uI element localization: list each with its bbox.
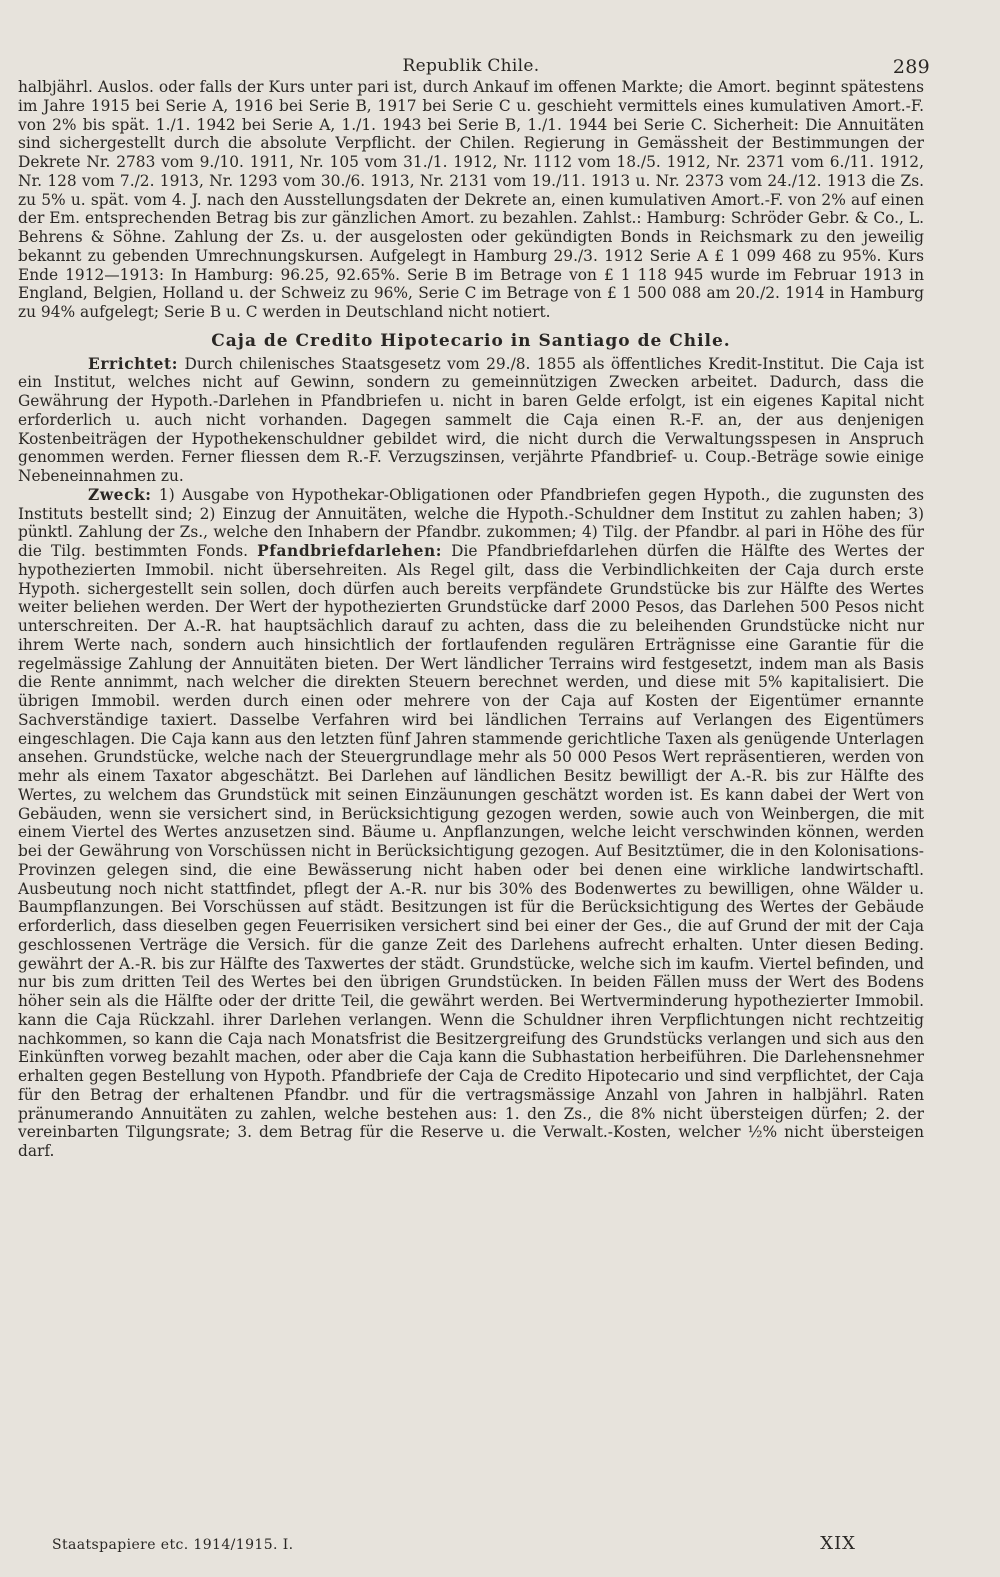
- paragraph-bond-terms: halbjährl. Auslos. oder falls der Kurs unter pari ist, durch Ankauf im offenen Markte; die Amort. beginnt spätestens im Jahre 1915 bei Serie A, 1916 bei Serie B, 1917 bei Serie C u. geschieht vermittels eines kumulativen Amort.-F. von 2% bis spät. 1./1. 1942 bei Serie A, 1./1. 1943 bei Serie B, 1./1. 1944 bei Serie C. Sicherheit: Die Annuitäten sind sichergestellt durch die absolute Verpflicht. der Chilen. Regierung in Gemässheit der Bestimmungen der Dekrete Nr. 2783 vom 9./10. 1911, Nr. 105 vom 31./1. 1912, Nr. 1112 vom 18./5. 1912, Nr. 2371 vom 6./11. 1912, Nr. 128 vom 7./2. 1913, Nr. 1293 vom 30./6. 1913, Nr. 2131 vom 19./11. 1913 u. Nr. 2373 vom 24./12. 1913 die Zs. zu 5% u. spät. vom 4. J. nach den Ausstellungsdaten der Dekrete an, einen kumulativen Amort.-F. von 2% auf einen der Em. entsprechenden Betrag bis zur gänzlichen Amort. zu bezahlen. Zahlst.: Hamburg: Schröder Gebr. & Co., L. Behrens & Söhne. Zahlung der Zs. u. der ausgelosten oder gekündigten Bonds in Reichsmark zu den jeweilig bekannt zu gebenden Umrechnungskursen. Aufgelegt in Hamburg 29./3. 1912 Serie A £ 1 099 468 zu 95%. Kurs Ende 1912—1913: In Hamburg: 96.25, 92.65%. Serie B im Betrage von £ 1 118 945 wurde im Februar 1913 in England, Belgien, Holland u. der Schweiz zu 96%, Serie C im Betrage von £ 1 500 088 am 20./2. 1914 in Hamburg zu 94% aufgelegt; Serie B u. C werden in Deutschland nicht notiert.: [18, 78, 924, 321]
- page-number: 289: [892, 56, 930, 78]
- paragraph-pfandbriefdarlehen-text: Die Pfandbriefdarlehen dürfen die Hälfte des Wertes der hypothezierten Immobil. nicht übersehreiten. Als Regel gilt, dass die Verbindlichkeiten der Caja durch erste Hypoth. sichergestellt sein sollen, doch dürfen auch bereits verpfändete Grundstücke bis zur Hälfte des Wertes weiter beliehen werden. Der Wert der hypothezierten Grundstücke darf 2000 Pesos, das Darlehen 500 Pesos nicht unterschreiten. Der A.-R. hat hauptsächlich darauf zu achten, dass die zu beleihenden Grundstücke nicht nur ihrem Werte nach, sondern auch hinsichtlich der fortlaufenden regulären Erträgnisse eine Garantie für die regelmässige Zahlung der Annuitäten bieten. Der Wert ländlicher Terrains wird festgesetzt, indem man als Basis die Rente annimmt, nach welcher die direkten Steuern berechnet werden, und diese mit 5% kapitalisiert. Die übrigen Immobil. werden durch einen oder mehrere von der Caja auf Kosten der Eigentümer ernannte Sachverständige taxiert. Dasselbe Verfahren wird bei ländlichen Terrains auf Verlangen des Eigentümers eingeschlagen. Die Caja kann aus den letzten fünf Jahren stammende gerichtliche Taxen als genügende Unterlagen ansehen. Grundstücke, welche nach der Steuergrundlage mehr als 50 000 Pesos Wert repräsentieren, werden von mehr als einem Taxator abgeschätzt. Bei Darlehen auf ländlichen Besitz bewilligt der A.-R. bis zur Hälfte des Wertes, zu welchem das Grundstück mit seinen Einzäunungen geschätzt worden ist. Es kann dabei der Wert von Gebäuden, wenn sie versichert sind, in Berücksichtigung gezogen werden, sowie auch von Weinbergen, die mit einem Viertel des Wertes anzusetzen sind. Bäume u. Anpflanzungen, welche leicht verschwinden können, werden bei der Gewährung von Vorschüssen nicht in Berücksichtigung gezogen. Auf Besitztümer, die in den Kolonisations-Provinzen gelegen sind, die eine Bewässerung nicht haben oder bei denen eine wirkliche landwirtschaftl. Ausbeutung noch nicht stattfindet, pflegt der A.-R. nur bis 30% des Bodenwertes zu bewilligen, ohne Wälder u. Baumpflanzungen. Bei Vorschüssen auf städt. Besitzungen ist für die Berücksichtigung des Wertes der Gebäude erforderlich, dass dieselben gegen Feuerrisiken versichert sind bei einer der Ges., die auf Grund der mit der Caja geschlossenen Verträge die Versich. für die ganze Zeit des Darlehens aufrecht erhalten. Unter diesen Beding. gewährt der A.-R. bis zur Hälfte des Taxwertes der städt. Grundstücke, welche sich im kaufm. Viertel befinden, und nur bis zum dritten Teil des Wertes bei den übrigen Grundstücken. In beiden Fällen muss der Wert des Bodens höher sein als die Hälfte oder der dritte Teil, die gewährt werden. Bei Wertverminderung hypothezierter Immobil. kann die Caja Rückzahl. ihrer Darlehen verlangen. Wenn die Schuldner ihren Verpflichtungen nicht rechtzeitig nachkommen, so kann die Caja nach Monatsfrist die Besitzergreifung des Grundstücks verlangen und sich aus den Einkünften vorweg bezahlt machen, oder aber die Caja kann die Subhastation herbeiführen. Die Darlehensnehmer erhalten gegen Bestellung von Hypoth. Pfandbriefe der Caja de Credito Hipotecario und sind verpflichtet, der Caja für den Betrag der erhaltenen Pfandbr. und für die vertragsmässige Anzahl von Jahren in halbjährl. Raten pränumerando Annuitäten zu zahlen, welche bestehen aus: 1. den Zs., die 8% nicht übersteigen dürfen; 2. der vereinbarten Tilgungsrate; 3. dem Betrag für die Reserve u. die Verwalt.-Kosten, welcher ½% nicht übersteigen darf.: [18, 542, 924, 1160]
- lead-pfandbriefdarlehen: Pfandbriefdarlehen:: [257, 542, 443, 560]
- page-footer: [52, 1533, 924, 1561]
- paragraph-errichtet: [18, 355, 924, 486]
- footer-note: Staatspapiere etc. 1914/1915. I.: [52, 1537, 294, 1553]
- paragraph-zweck: [18, 486, 924, 1161]
- signature-mark: XIX: [820, 1533, 856, 1554]
- lead-zweck: Zweck:: [88, 485, 152, 504]
- paragraph-errichtet-text: Durch chilenisches Staatsgesetz vom 29./8. 1855 als öffentliches Kredit-Institut. Die Caja ist ein Institut, welches nicht auf Gewinn, sondern zu gemeinnützigen Zwecken arbeitet. Dadurch, dass die Gewährung der Hypoth.-Darlehen in Pfandbriefen u. nicht in baren Gelde erfolgt, ist ein eigenes Kapital nicht erforderlich u. auch nicht vorhanden. Dagegen sammelt die Caja einen R.-F. an, der aus denjenigen Kostenbeiträgen der Hypothekenschuldner gebildet wird, die nicht durch die Verwaltungsspesen in Anspruch genommen werden. Ferner fliessen dem R.-F. Verzugszinsen, verjährte Pfandbrief- u. Coup.-Beträge sowie einige Nebeneinnahmen zu.: [18, 354, 924, 485]
- running-title: Republik Chile.: [402, 56, 540, 76]
- running-head: [18, 48, 930, 78]
- section-heading: Caja de Credito Hipotecario in Santiago de Chile.: [211, 330, 731, 351]
- paragraph-zweck-text: 1) Ausgabe von Hypothekar-Obligationen oder Pfandbriefen gegen Hypoth., die zugunsten des Instituts bestellt sind; 2) Einzug der Annuitäten, welche die Hypoth.-Schuldner dem Institut zu zahlen haben; 3) pünktl. Zahlung der Zs., welche den Inhabern der Pfandbr. zukommen; 4) Tilg. der Pfandbr. al pari in Höhe des für die Tilg. bestimmten Fonds.: [18, 485, 924, 560]
- body-text: [18, 78, 924, 1161]
- lead-errichtet: Errichtet:: [88, 354, 179, 373]
